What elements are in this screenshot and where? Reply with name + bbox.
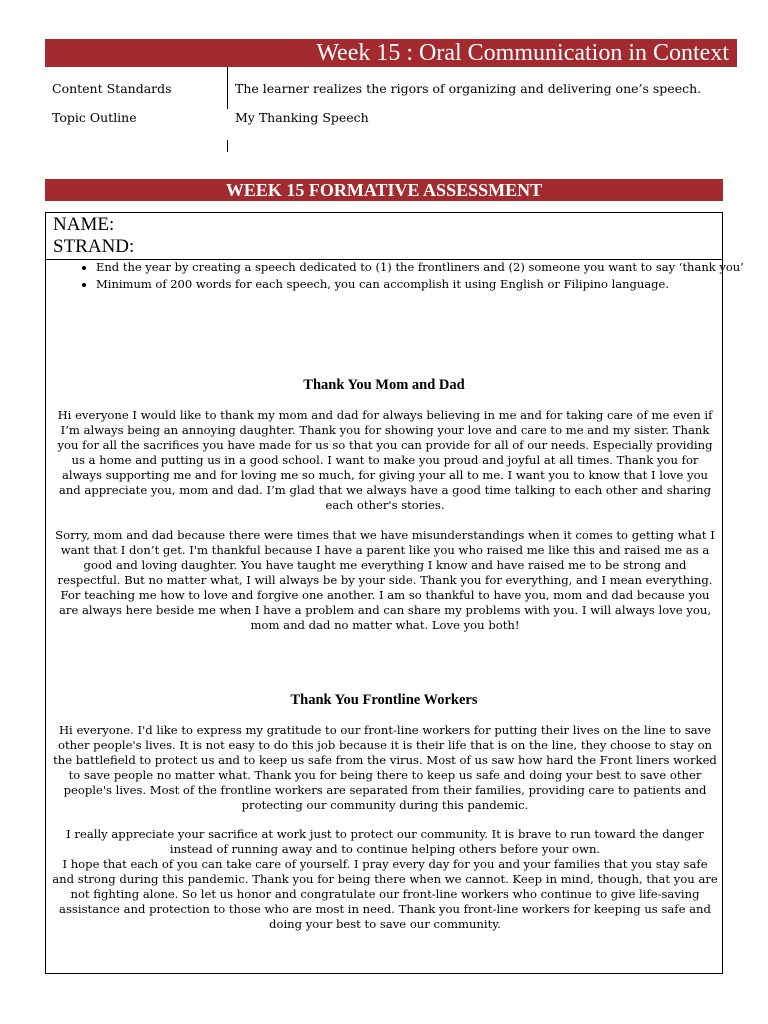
speech1-paragraph: Sorry, mom and dad because there were times that we have misunderstandings when it comes to getting what I want that I don’t get. I'm thankful because I have a parent like you who raised me like this and raised me as a good and loving daughter. You have taught me everything I know and have raised me to be strong and respectful. But no matter what, I will always be by your side. Thank you for everything, and I mean everything. For teaching me how to love and forgive one another. I am so thankful to have you, mom and dad because you are always here beside me when I have a problem and can share my problems with you. I will always love you, mom and dad no matter what. Love you both! <box>55 528 715 632</box>
instructions-list <box>52 261 756 295</box>
name-label: NAME: <box>53 214 115 235</box>
speech2-paragraph: Hi everyone. I'd like to express my gratitude to our front-line workers for putting their lives on the line to save other people's lives. It is not easy to do this job because it is their life that is on the line, they choose to stay on the battlefield to protect us and to keep us safe from the virus. Most of us saw how hard the Front liners worked to save people no matter what. Thank you for being there to keep us safe and doing your best to save other people's lives. Most of the frontline workers are separated from their families, providing care to patients and protecting our community during this pandemic. <box>53 723 717 812</box>
info-table <box>45 67 737 153</box>
info-table-divider <box>227 67 228 109</box>
speech2-paragraph: I hope that each of you can take care of yourself. I pray every day for you and your families that you stay safe and strong during this pandemic. Thank you for being there when we cannot. Keep in mind, though, that you are not fighting alone. So let us honor and congratulate our front-line workers who continue to give life-saving assistance and protection to those who are most in need. Thank you front-line workers for keeping us safe and doing your best to save our community. <box>52 857 718 931</box>
info-table-divider-lower <box>227 140 228 152</box>
topic-outline-value: My Thanking Speech <box>235 110 369 125</box>
assessment-heading: WEEK 15 FORMATIVE ASSESSMENT <box>45 179 723 201</box>
speech1-paragraph: Hi everyone I would like to thank my mom and dad for always believing in me and for taking care of me even if I’m always being an annoying daughter. Thank you for showing your love and care to me and my sister. Thank you for all the sacrifices you have made for us so that you can provide for all of our needs. Especially providing us a home and putting us in a good school. I want to make you proud and joyful at all times. Thank you for always supporting me and for loving me so much, for giving your all to me. I want you to know that I love you and appreciate you, mom and dad. I’m glad that we always have a good time talking to each other and sharing each other's stories. <box>57 408 713 512</box>
speech2-paragraph: I really appreciate your sacrifice at work just to protect our community. It is brave to run toward the danger instead of running away and to continue helping others before your own. <box>66 827 704 856</box>
speech1-title: Thank You Mom and Dad <box>303 377 465 393</box>
instruction-item: • End the year by creating a speech dedicated to (1) the frontliners and (2) someone you want to say ‘thank you’ <box>96 261 756 274</box>
strand-label: STRAND: <box>53 236 135 257</box>
instruction-item: • Minimum of 200 words for each speech, you can accomplish it using English or Filipino language. <box>96 278 756 291</box>
page-title: Week 15 : Oral Communication in Context <box>45 39 737 67</box>
topic-outline-label: Topic Outline <box>52 110 137 125</box>
speech2-title: Thank You Frontline Workers <box>290 692 478 708</box>
content-standards-label: Content Standards <box>52 81 172 96</box>
content-standards-value: The learner realizes the rigors of organizing and delivering one’s speech. <box>235 81 702 96</box>
